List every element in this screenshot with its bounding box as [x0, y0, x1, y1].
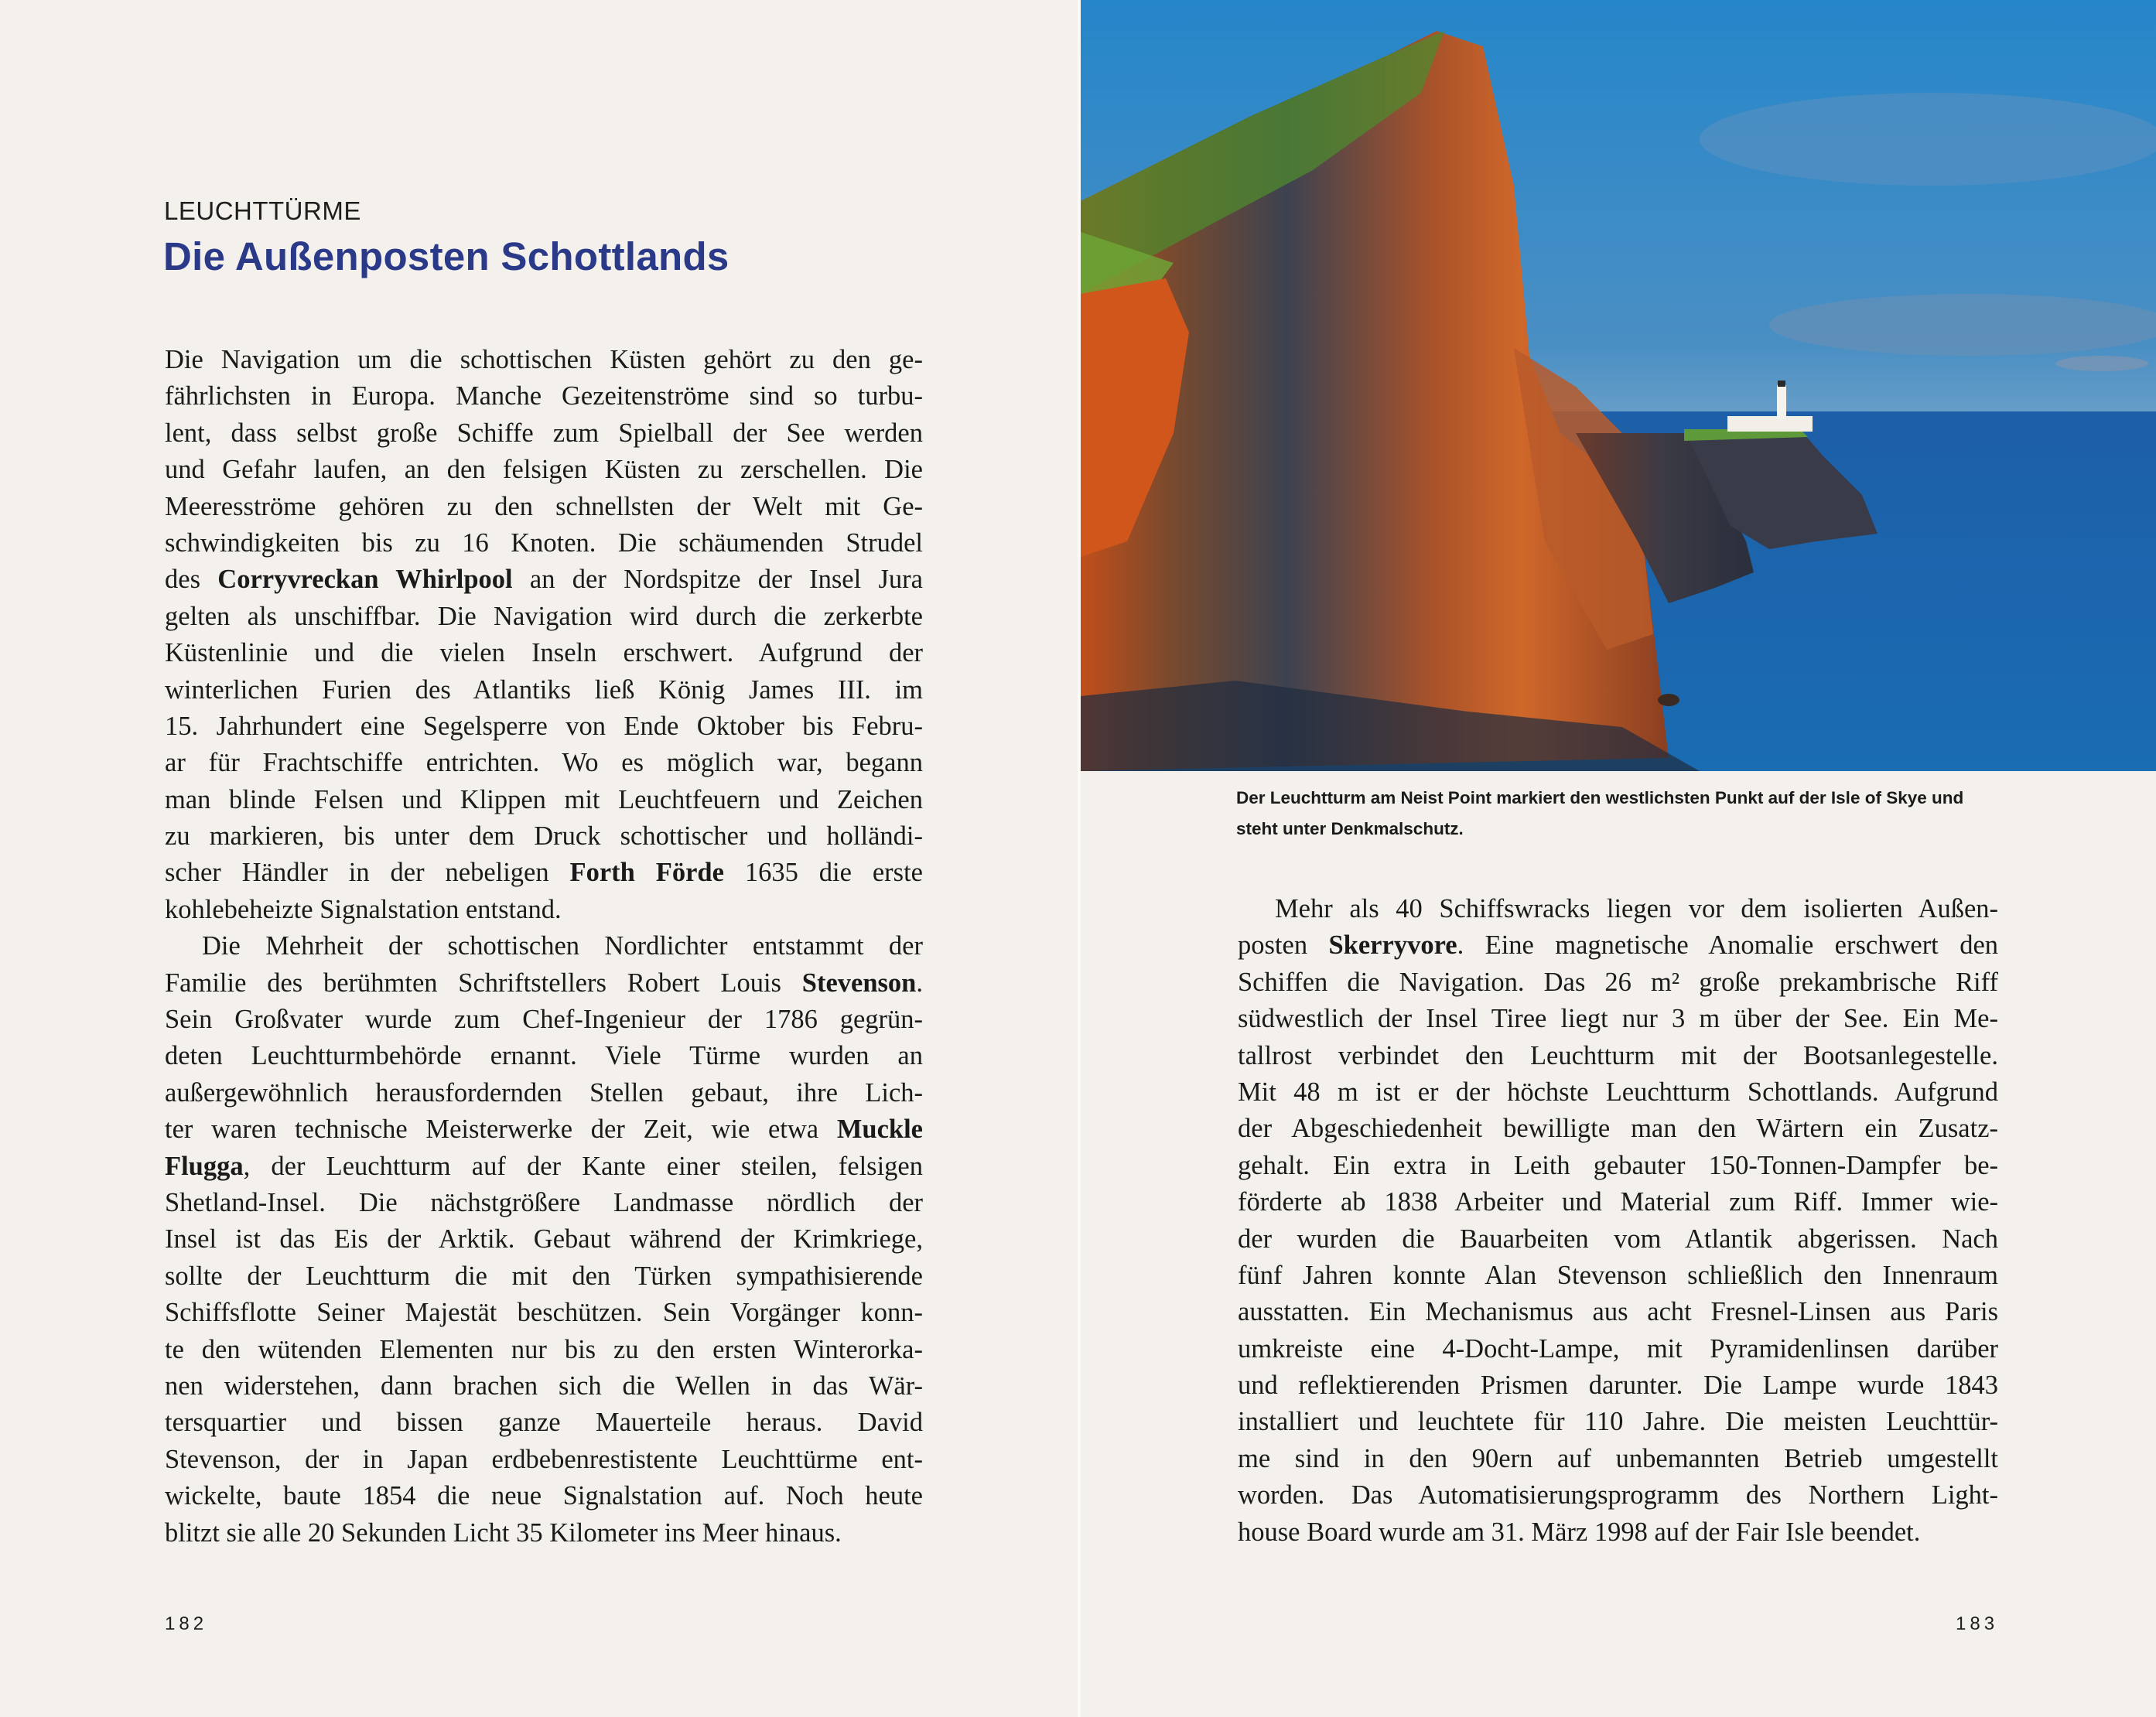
text-line: tallrost verbindet den Leuchtturm mit der Bootsanlegestelle. — [1238, 1040, 1998, 1070]
text-line: worden. Das Automatisierungsprogramm des Northern Light- — [1238, 1480, 1998, 1510]
text-line: me sind in den 90ern auf unbemannten Betrieb umgestellt — [1238, 1443, 1998, 1473]
text-line: winterlichen Furien des Atlantiks ließ König James III. im — [165, 674, 923, 705]
text-line: te den wütenden Elementen nur bis zu den ersten Winterorka- — [165, 1334, 923, 1364]
text-line: scher Händler in der nebeligen Forth Förde 1635 die erste — [165, 858, 923, 888]
bold-term: Flugga — [165, 1151, 244, 1181]
section-kicker: LEUCHTTÜRME — [164, 196, 361, 225]
bold-term: Skerryvore — [1328, 930, 1457, 961]
page-number-right: 183 — [1956, 1613, 1999, 1634]
text-line: ter waren technische Meisterwerke der Zeit, wie etwa Muckle — [165, 1115, 923, 1145]
page-number-left: 182 — [165, 1613, 208, 1634]
text-line: deten Leuchtturmbehörde ernannt. Viele Türme wurden an — [165, 1041, 923, 1071]
right-body-text — [1238, 891, 1998, 1551]
text-line: umkreiste eine 4-Docht-Lampe, mit Pyramidenlinsen darüber — [1238, 1333, 1998, 1364]
text-line: Schiffsflotte Seiner Majestät beschützen. Sein Vorgänger konn- — [165, 1298, 923, 1328]
bold-term: Corryvreckan Whirlpool — [217, 565, 513, 595]
text-line: Sein Großvater wurde zum Chef-Ingenieur der 1786 gegrün- — [165, 1005, 923, 1035]
text-line: lent, dass selbst große Schiffe zum Spielball der See werden — [165, 418, 923, 448]
text-line: Mehr als 40 Schiffswracks liegen vor dem isolierten Außen- — [1275, 894, 1998, 923]
text-line: Mit 48 m ist er der höchste Leuchtturm Schottlands. Aufgrund — [1238, 1077, 1998, 1107]
text-line: blitzt sie alle 20 Sekunden Licht 35 Kilometer ins Meer hinaus. — [165, 1517, 842, 1548]
text-line: Familie des berühmten Schriftstellers Robert Louis Stevenson. — [165, 968, 923, 998]
text-line: kohlebeheizte Signalstation entstand. — [165, 894, 562, 924]
text-line: wickelte, baute 1854 die neue Signalstation auf. Noch heute — [165, 1481, 923, 1511]
neist-point-photo — [1081, 0, 2156, 771]
text-line: tersquartier und bissen ganze Mauerteile heraus. David — [165, 1408, 923, 1438]
text-line: nen widerstehen, dann brachen sich die Wellen in das Wär- — [165, 1371, 923, 1401]
text-line: Insel ist das Eis der Arktik. Gebaut während der Krimkriege, — [165, 1224, 923, 1254]
text-line: Flugga, der Leuchtturm auf der Kante einer steilen, felsigen — [165, 1151, 923, 1181]
text-line: Küstenlinie und die vielen Inseln erschwert. Aufgrund der — [165, 638, 923, 668]
bold-term: Stevenson — [801, 968, 917, 998]
text-line: Die Mehrheit der schottischen Nordlichter entstammt der — [202, 931, 923, 961]
text-line: Die Navigation um die schottischen Küsten gehört zu den ge- — [165, 345, 923, 374]
text-line: Meeresströme gehören zu den schnellsten der Welt mit Ge- — [165, 491, 923, 521]
text-line: 15. Jahrhundert eine Segelsperre von Ende Oktober bis Febru- — [165, 711, 923, 741]
text-line: außergewöhnlich herausfordernden Stellen gebaut, ihre Lich- — [165, 1077, 923, 1108]
text-line: der wurden die Bauarbeiten vom Atlantik abgerissen. Nach — [1238, 1224, 1998, 1254]
text-line: posten Skerryvore. Eine magnetische Anomalie erschwert den — [1238, 930, 1999, 961]
text-line: südwestlich der Insel Tiree liegt nur 3 m über der See. Ein Me- — [1238, 1004, 1998, 1034]
text-line: der Abgeschiedenheit bewilligte man den Wärtern ein Zusatz- — [1238, 1114, 1998, 1144]
text-line: sollte der Leuchtturm die mit den Türken sympathisierende — [165, 1261, 923, 1291]
left-body-text — [165, 342, 923, 1551]
text-line: zu markieren, bis unter dem Druck schottischer und holländi- — [165, 821, 923, 852]
text-line: förderte ab 1838 Arbeiter und Material zum Riff. Immer wie- — [1238, 1187, 1998, 1217]
text-line: installiert und leuchtete für 110 Jahre. Die meisten Leuchttür- — [1238, 1407, 1998, 1437]
text-line: ar für Frachtschiffe entrichten. Wo es möglich war, begann — [165, 748, 923, 778]
text-line: house Board wurde am 31. März 1998 auf der Fair Isle beendet. — [1238, 1517, 1921, 1547]
text-line: Schiffen die Navigation. Das 26 m² große prekambrische Riff — [1238, 967, 1998, 997]
text-line: Stevenson, der in Japan erdbebenrestistente Leuchttürme ent- — [165, 1444, 923, 1474]
text-line: Shetland-Insel. Die nächstgrößere Landmasse nördlich der — [165, 1187, 923, 1217]
text-line: man blinde Felsen und Klippen mit Leuchtfeuern und Zeichen — [165, 784, 923, 814]
page-title: Die Außenposten Schottlands — [163, 234, 729, 278]
text-line: ausstatten. Ein Mechanismus aus acht Fresnel-Linsen aus Paris — [1238, 1297, 1998, 1327]
text-line: gehalt. Ein extra in Leith gebauter 150-Tonnen-Dampfer be- — [1238, 1150, 1998, 1180]
text-line: des Corryvreckan Whirlpool an der Nordspitze der Insel Jura — [165, 565, 923, 595]
text-line: fünf Jahren konnte Alan Stevenson schließlich den Innenraum — [1238, 1260, 1998, 1290]
bold-term: Forth Förde — [569, 858, 724, 888]
text-line: schwindigkeiten bis zu 16 Knoten. Die schäumenden Strudel — [165, 527, 923, 558]
text-line: und Gefahr laufen, an den felsigen Küsten zu zerschellen. Die — [165, 455, 923, 485]
text-line: gelten als unschiffbar. Die Navigation wird durch die zerkerbte — [165, 601, 923, 631]
text-line: und reflektierenden Prismen darunter. Die Lampe wurde 1843 — [1238, 1371, 1998, 1401]
bold-term: Muckle — [836, 1115, 923, 1145]
photo-caption: Der Leuchtturm am Neist Point markiert den westlichsten Punkt auf der Isle of Skye und steht unter Denkmalschutz. — [1236, 788, 1964, 838]
text-line: fährlichsten in Europa. Manche Gezeitenströme sind so turbu- — [165, 381, 923, 411]
cliff-lighthouse-image — [1081, 0, 2156, 771]
